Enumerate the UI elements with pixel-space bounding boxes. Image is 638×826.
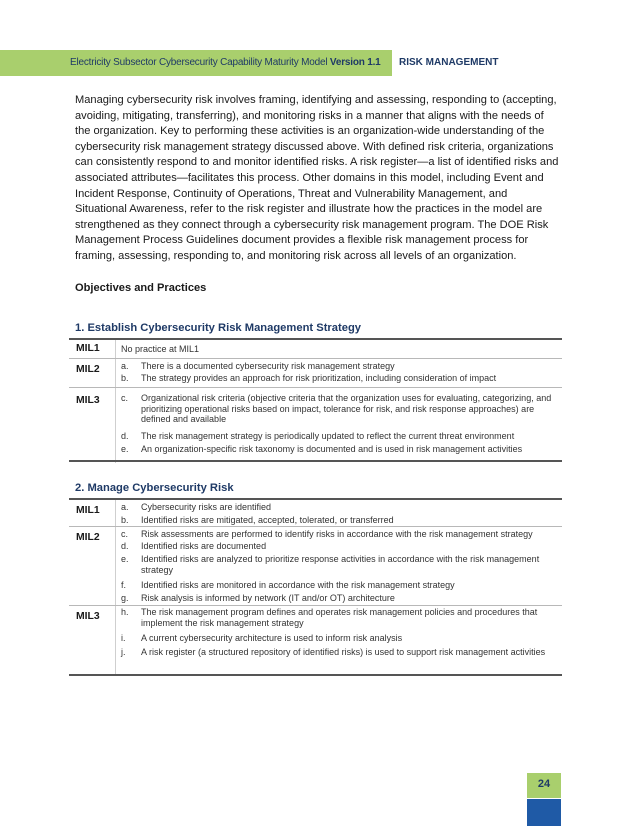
practice-letter: i. [121, 633, 126, 643]
objective-1-mil1-text: No practice at MIL1 [121, 344, 200, 354]
practice-text: Risk analysis is informed by network (IT and/or OT) architecture [141, 593, 395, 603]
objective-2-mil2-label: MIL2 [76, 532, 100, 543]
objective-2-rule [69, 605, 562, 606]
practice-text: Identified risks are analyzed to prioritize response activities in accordance with the risk management strategy [141, 554, 540, 575]
page-number-box [527, 773, 561, 798]
intro-paragraph: Managing cybersecurity risk involves framing, identifying and assessing, responding to (accepting, avoiding, mitigating, transferring), and monitoring risks in a manner that aligns with the needs of the organization. Key to performing these activities is an organization-wide understanding of the cybersecurity risk management strategy discussed above. With defined risk criteria, organizations can consistently respond to and monitor identified risks. A risk register—a list of identified risks and associated attributes—facilitates this process. Other domains in this model, including Event and Incident Response, Continuity of Operations, Threat and Vulnerability Management, and Situational Awareness, refer to the risk register and illustrate how the practices in the model are strengthened as they connect through a cybersecurity risk management program. The DOE Risk Management Process Guidelines document provides a flexible risk management process for framing, assessing, responding to, and monitoring risk across all levels of an organization. [75, 94, 559, 262]
practice-text: An organization-specific risk taxonomy is documented and is used in risk management activities [141, 444, 523, 454]
objective-1-title: 1. Establish Cybersecurity Risk Management Strategy [75, 322, 362, 334]
practice-text: Identified risks are monitored in accordance with the risk management strategy [141, 580, 455, 590]
document-title: Electricity Subsector Cybersecurity Capability Maturity Model Version 1.1 [70, 57, 381, 68]
practice-text: The risk management program defines and operates risk management policies and procedures that implement the risk management strategy [141, 607, 538, 628]
objective-2-mil3-label: MIL3 [76, 611, 100, 622]
objective-1-bottom-rule [69, 460, 562, 462]
practice-letter: f. [121, 580, 127, 590]
objective-2-title: 2. Manage Cybersecurity Risk [75, 482, 234, 494]
practice-text: The risk management strategy is periodically updated to reflect the current threat environment [141, 431, 515, 441]
practice-text: Identified risks are mitigated, accepted, tolerated, or transferred [141, 515, 394, 525]
practice-letter: d. [121, 431, 129, 441]
practice-text: A risk register (a structured repository of identified risks) is used to support risk management activities [141, 647, 546, 657]
page-number: 24 [537, 778, 551, 790]
section-name: RISK MANAGEMENT [399, 57, 499, 68]
practice-letter: d. [121, 541, 129, 551]
practice-text: Cybersecurity risks are identified [141, 502, 272, 512]
practice-letter: b. [121, 515, 129, 525]
objective-2-mil1-label: MIL1 [76, 505, 100, 516]
practice-letter: e. [121, 444, 129, 454]
practice-letter: h. [121, 607, 129, 617]
practice-letter: c. [121, 529, 129, 539]
page-number-blue-tab [527, 799, 561, 826]
practice-letter: e. [121, 554, 129, 564]
practice-text: Identified risks are documented [141, 541, 267, 551]
objective-1-mil1-label: MIL1 [76, 343, 100, 354]
practice-letter: a. [121, 361, 129, 371]
document-version: Version 1.1 [329, 57, 381, 68]
practice-text: The strategy provides an approach for risk prioritization, including consideration of impact [141, 373, 497, 383]
page-header [0, 50, 638, 76]
objective-1-rule [69, 358, 562, 359]
practice-letter: g. [121, 593, 129, 603]
objective-2-top-rule [69, 498, 562, 500]
practice-text: There is a documented cybersecurity risk management strategy [141, 361, 395, 371]
practice-text: Organizational risk criteria (objective criteria that the organization uses for evaluating, categorizing, and prioritizing operational risks based on impact, tolerance for risk, and risk response approaches) are defined and available [141, 393, 552, 425]
objective-1-mil2-label: MIL2 [76, 364, 100, 375]
practice-letter: a. [121, 502, 129, 512]
objective-2-rule [69, 526, 562, 527]
objective-1-mil3-label: MIL3 [76, 395, 100, 406]
practice-letter: j. [121, 647, 126, 657]
practice-letter: c. [121, 393, 129, 403]
practice-letter: b. [121, 373, 129, 383]
practice-text: A current cybersecurity architecture is used to inform risk analysis [141, 633, 403, 643]
practice-text: Risk assessments are performed to identify risks in accordance with the risk management strategy [141, 529, 533, 539]
objectives-heading: Objectives and Practices [75, 282, 207, 294]
objective-1-top-rule [69, 338, 562, 340]
objective-1-rule [69, 387, 562, 388]
objective-2-bottom-rule [69, 674, 562, 676]
